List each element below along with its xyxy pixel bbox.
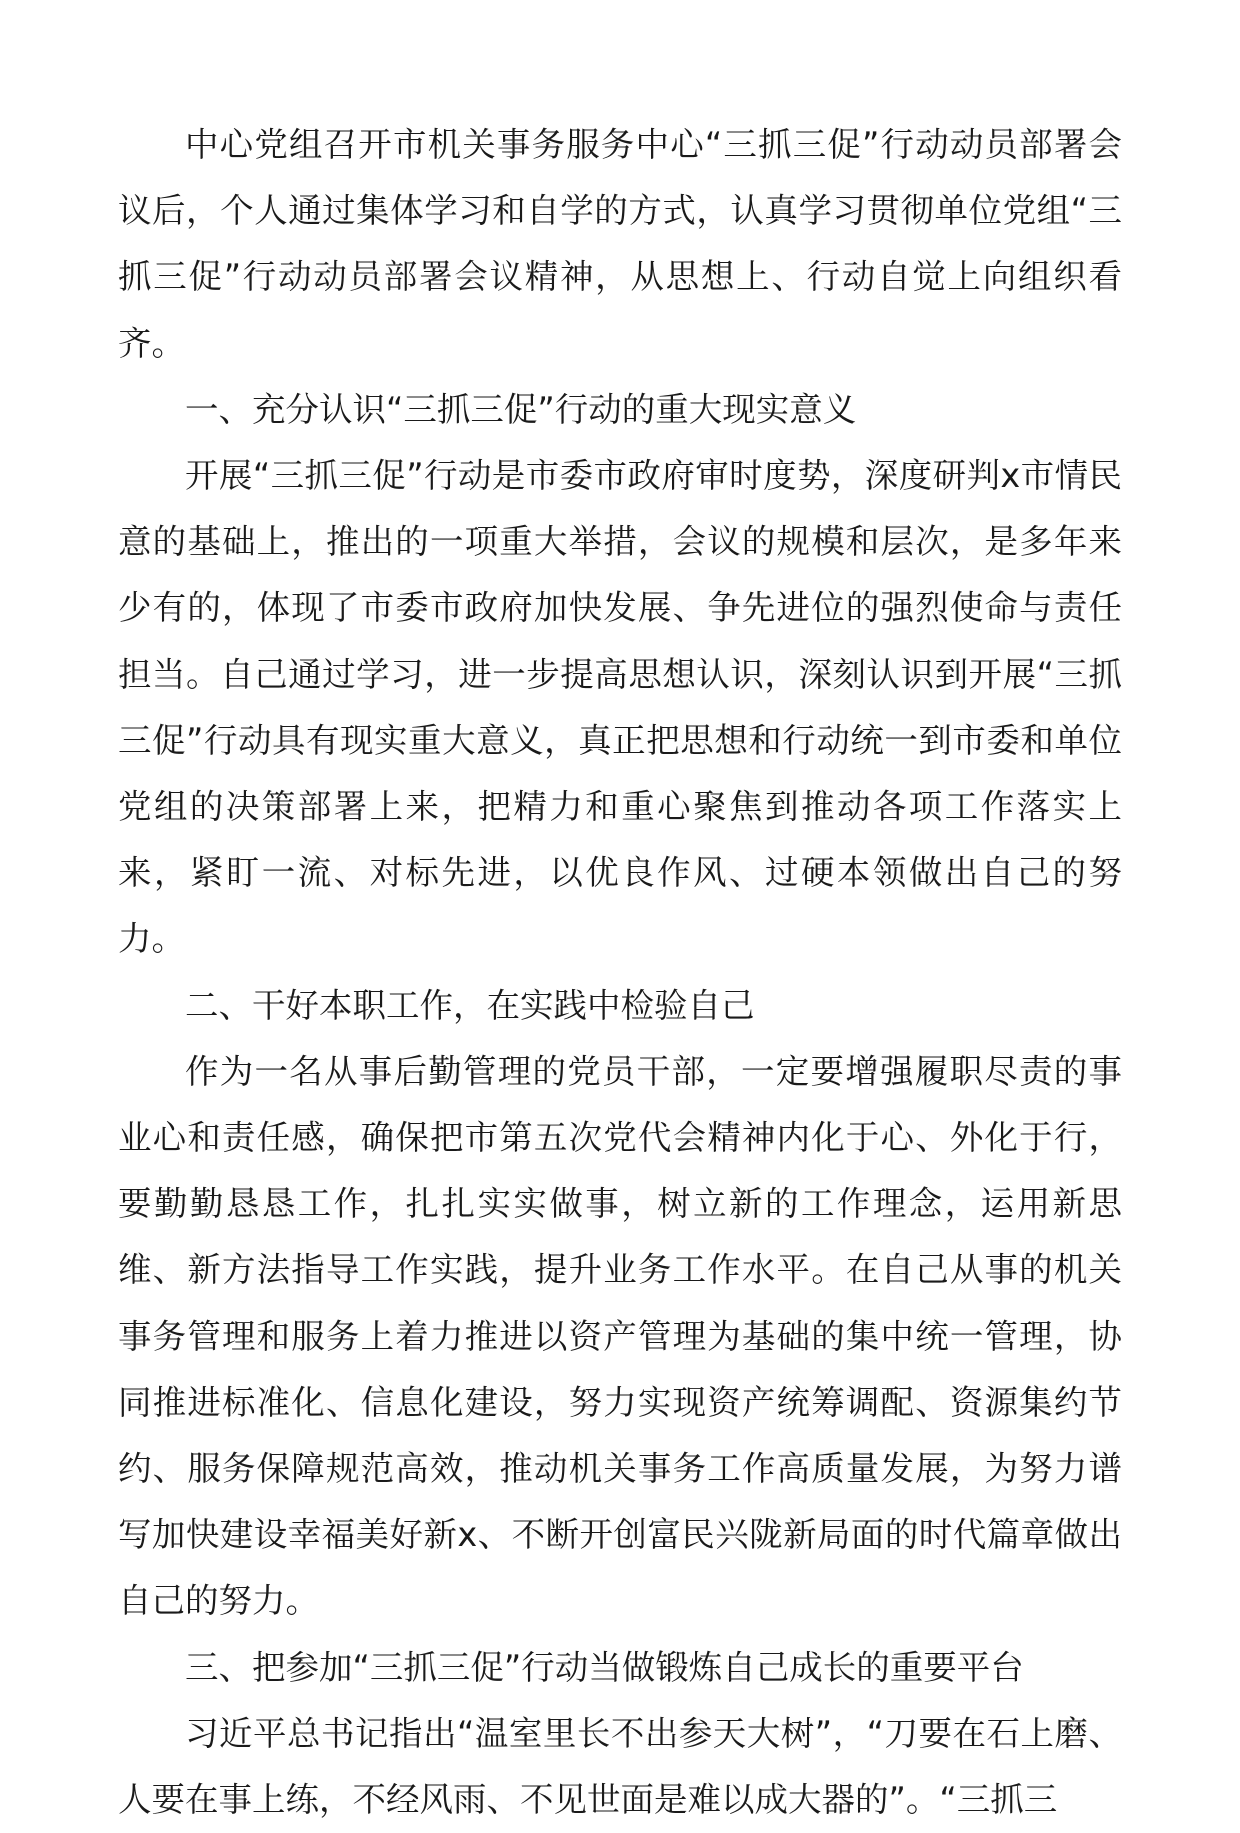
section-heading-1: 一、充分认识“三抓三促”行动的重大现实意义 (185, 389, 857, 429)
paragraph-section-1: 开展“三抓三促”行动是市委市政府审时度势，深度研判x市情民意的基础上，推出的一项重大举措，会议的规模和层次，是多年来少有的，体现了市委市政府加快发展、争先进位的强烈使命与责任担当。自己通过学习，进一步提高思想认识，深刻认识到开展“三抓三促”行动具有现实重大意义，真正把思想和行动统一到市委和单位党组的决策部署上来，把精力和重心聚焦到推动各项工作落实上来，紧盯一流、对标先进，以优良作风、过硬本领做出自己的努力。 (118, 456, 1122, 959)
paragraph-intro: 中心党组召开市机关事务服务中心“三抓三促”行动动员部署会议后，个人通过集体学习和自学的方式，认真学习贯彻单位党组“三抓三促”行动动员部署会议精神，从思想上、行动自觉上向组织看齐。 (118, 125, 1122, 363)
section-heading-3: 三、把参加“三抓三促”行动当做锻炼自己成长的重要平台 (185, 1647, 1024, 1687)
paragraph-section-3: 习近平总书记指出“温室里长不出参天大树”，“刀要在石上磨、人要在事上练，不经风雨、不见世面是难以成大器的”。“三抓三 (118, 1713, 1122, 1820)
section-heading-2: 二、干好本职工作，在实践中检验自己 (185, 985, 755, 1025)
paragraph-section-2: 作为一名从事后勤管理的党员干部，一定要增强履职尽责的事业心和责任感，确保把市第五次党代会精神内化于心、外化于行，要勤勤恳恳工作，扎扎实实做事，树立新的工作理念，运用新思维、新方法指导工作实践，提升业务工作水平。在自己从事的机关事务管理和服务上着力推进以资产管理为基础的集中统一管理，协同推进标准化、信息化建设，努力实现资产统筹调配、资源集约节约、服务保障规范高效，推动机关事务工作高质量发展，为努力谱写加快建设幸福美好新x、不断开创富民兴陇新局面的时代篇章做出自己的努力。 (118, 1051, 1122, 1621)
document-page (118, 112, 1122, 1833)
